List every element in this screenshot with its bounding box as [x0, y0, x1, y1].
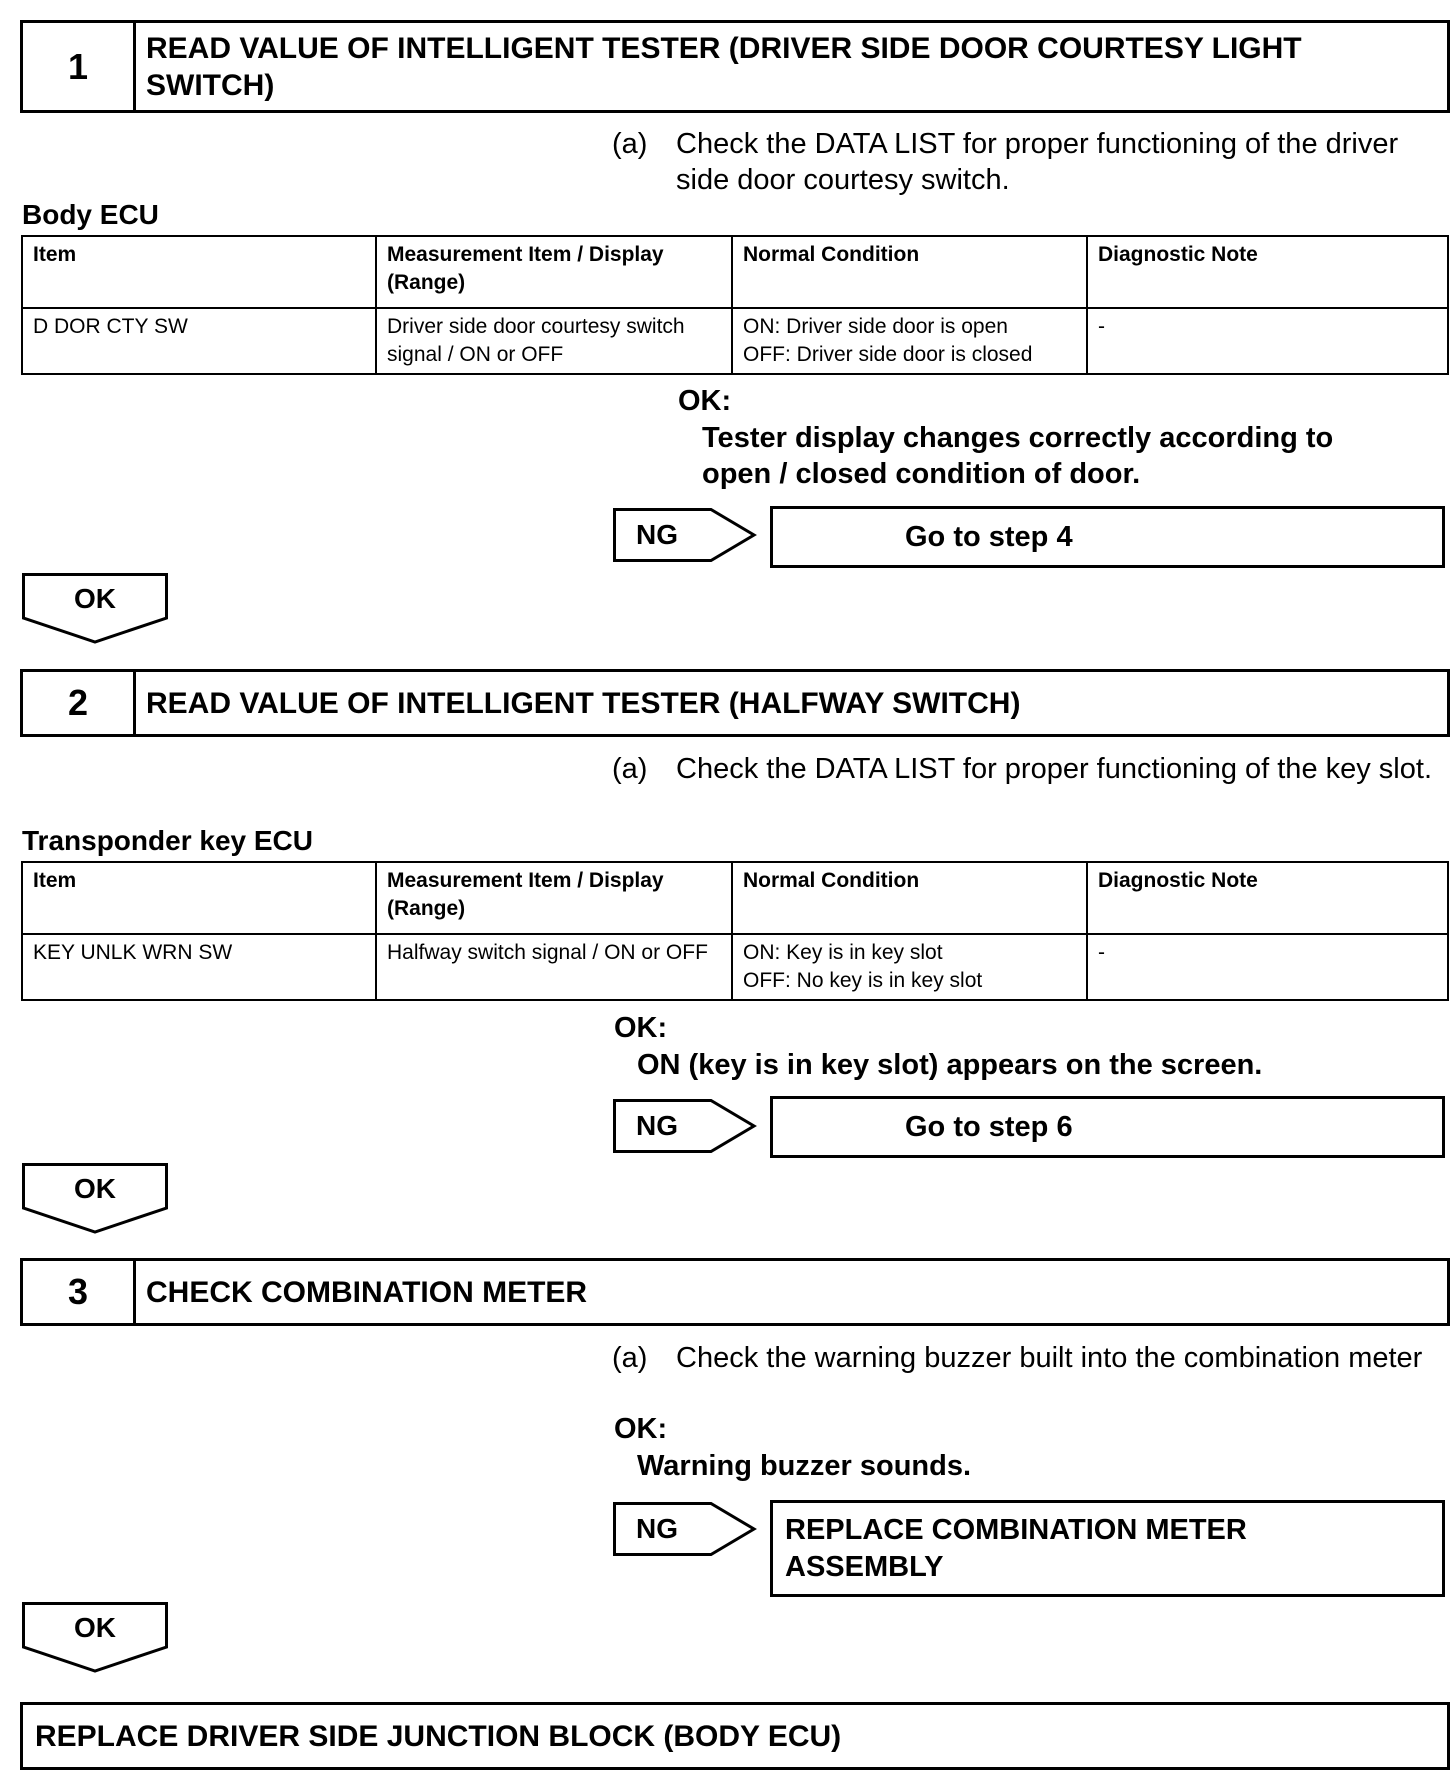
- normal-off: OFF: No key is in key slot: [743, 969, 983, 992]
- body-ecu-label: Body ECU: [22, 199, 159, 230]
- ok-criteria-text: Warning buzzer sounds.: [637, 1450, 972, 1482]
- instruction-label: (a): [612, 128, 648, 160]
- cell-item: D DOR CTY SW: [22, 308, 376, 374]
- ok-criteria-label: OK:: [614, 1012, 668, 1044]
- ng-action-box: [770, 1096, 1445, 1158]
- header-item: Item: [22, 862, 376, 934]
- ok-criteria-text: ON (key is in key slot) appears on the screen.: [637, 1049, 1263, 1081]
- ng-arrow-icon: [697, 1099, 759, 1153]
- step-title: CHECK COMBINATION METER: [146, 1275, 588, 1309]
- normal-off: OFF: Driver side door is closed: [743, 343, 1033, 366]
- step-2-header: [20, 669, 1450, 737]
- ok-criteria-text: Tester display changes correctly according to open / closed condition of door.: [702, 422, 1334, 490]
- instruction-text: Check the DATA LIST for proper functioning of the key slot.: [676, 753, 1432, 785]
- ng-action-box: [770, 506, 1445, 568]
- table-row: [22, 308, 1448, 374]
- ng-branch-label: [613, 1099, 699, 1153]
- ng-action-text: Go to step 4: [905, 520, 1073, 553]
- ok-criteria-label: OK:: [614, 1413, 668, 1445]
- ng-branch-label: [613, 1502, 699, 1556]
- transponder-key-ecu-label: Transponder key ECU: [22, 825, 313, 856]
- final-action-box: [20, 1702, 1450, 1770]
- ng-action-text: REPLACE COMBINATION METER ASSEMBLY: [785, 1513, 1247, 1583]
- header-diagnostic-note: Diagnostic Note: [1087, 236, 1448, 308]
- cell-measurement: Driver side door courtesy switch signal / ON or OFF: [376, 308, 732, 374]
- ok-arrow-label: OK: [74, 1612, 116, 1643]
- cell-item: KEY UNLK WRN SW: [22, 934, 376, 1000]
- ng-label: NG: [636, 1110, 678, 1141]
- ok-arrow-label: OK: [74, 1173, 116, 1204]
- header-item: Item: [22, 236, 376, 308]
- table-header-row: [22, 862, 1448, 934]
- ng-branch-label: [613, 508, 699, 562]
- step-title: READ VALUE OF INTELLIGENT TESTER (DRIVER SIDE DOOR COURTESY LIGHT SWITCH): [146, 31, 1302, 102]
- final-action-title: REPLACE DRIVER SIDE JUNCTION BLOCK (BODY ECU): [35, 1719, 842, 1753]
- ng-arrow-icon: [697, 1502, 759, 1556]
- step-3-header: [20, 1258, 1450, 1326]
- cell-normal-condition: [732, 308, 1087, 374]
- cell-normal-condition: [732, 934, 1087, 1000]
- header-normal-condition: Normal Condition: [732, 236, 1087, 308]
- step-number: 2: [23, 672, 136, 734]
- body-ecu-data-table: [21, 235, 1449, 375]
- ok-criteria-label: OK:: [678, 385, 732, 417]
- normal-on: ON: Driver side door is open: [743, 315, 1008, 338]
- cell-measurement: Halfway switch signal / ON or OFF: [376, 934, 732, 1000]
- table-header-row: [22, 236, 1448, 308]
- step-3-instruction: [612, 1340, 1447, 1416]
- instruction-text: Check the DATA LIST for proper functioning of the driver side door courtesy switch.: [676, 128, 1399, 196]
- table-row: [22, 934, 1448, 1000]
- normal-on: ON: Key is in key slot: [743, 941, 943, 964]
- cell-diagnostic-note: -: [1087, 934, 1448, 1000]
- cell-diagnostic-note: -: [1087, 308, 1448, 374]
- step-number: 3: [23, 1261, 136, 1323]
- ng-label: NG: [636, 1513, 678, 1544]
- instruction-label: (a): [612, 753, 648, 785]
- ng-action-text: Go to step 6: [905, 1110, 1073, 1143]
- ng-arrow-icon: [697, 508, 759, 562]
- ng-label: NG: [636, 519, 678, 550]
- header-measurement: Measurement Item / Display (Range): [376, 236, 732, 308]
- step-number: 1: [23, 23, 136, 110]
- ng-action-box: [770, 1500, 1445, 1597]
- header-measurement: Measurement Item / Display (Range): [376, 862, 732, 934]
- header-normal-condition: Normal Condition: [732, 862, 1087, 934]
- step-1-instruction: [612, 126, 1447, 202]
- instruction-text: Check the warning buzzer built into the combination meter: [676, 1342, 1423, 1374]
- instruction-label: (a): [612, 1342, 648, 1374]
- transponder-key-ecu-data-table: [21, 861, 1449, 1001]
- step-2-instruction: [612, 751, 1447, 827]
- step-title: READ VALUE OF INTELLIGENT TESTER (HALFWAY SWITCH): [146, 686, 1021, 720]
- step-1-header: [20, 20, 1450, 113]
- ok-arrow-label: OK: [74, 583, 116, 614]
- header-diagnostic-note: Diagnostic Note: [1087, 862, 1448, 934]
